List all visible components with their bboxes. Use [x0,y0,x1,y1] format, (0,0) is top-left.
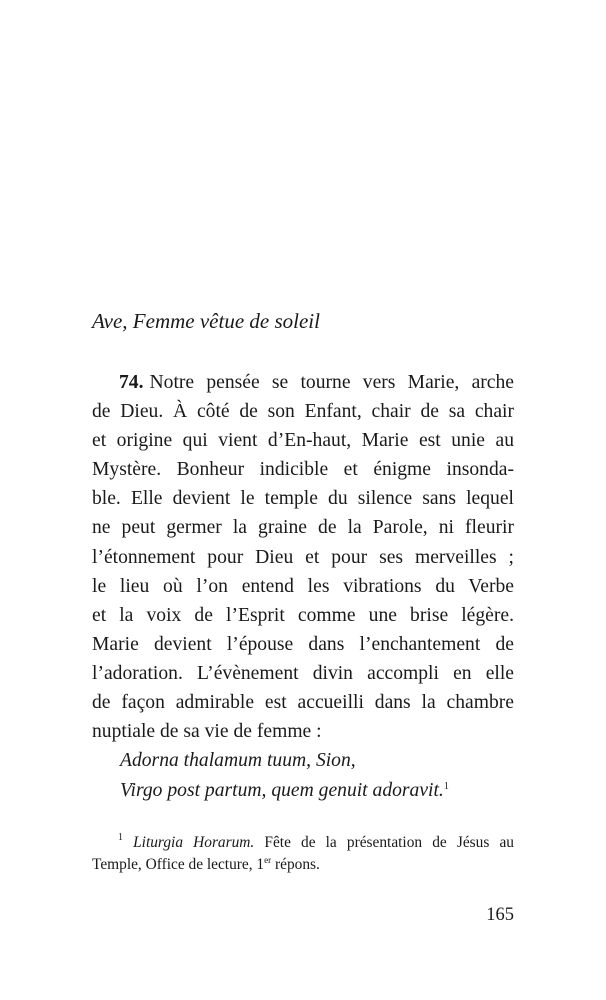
footnote-source-title: Liturgia Horarum. [133,834,255,851]
paragraph-line: ble. Elle devient le temple du silence sans lequel [92,488,514,510]
section-title: Ave, Femme vêtue de soleil [92,309,320,333]
paragraph-line: l’étonnement pour Dieu et pour ses merveilles ; [92,546,514,568]
paragraph-line: nuptiale de sa vie de femme : [92,721,322,743]
footnote-marker: 1 [118,832,123,843]
paragraph-line: et la voix de l’Esprit comme une brise légère. [92,604,514,626]
paragraph-line: ne peut germer la graine de la Parole, ni fleurir [92,517,514,539]
footnote-text: Fête de la présentation de Jésus au [264,834,514,851]
latin-verse [120,746,449,806]
paragraph-line: et origine qui vient d’En-haut, Marie est unie au [92,430,514,452]
paragraph-line: de façon admirable est accueilli dans la chambre [92,692,514,714]
page-number: 165 [486,905,514,925]
paragraph-line: l’adoration. L’évènement divin accompli en elle [92,662,514,684]
footnote [92,832,514,876]
paragraph-line: de Dieu. À côté de son Enfant, chair de sa chair [92,401,514,423]
footnote-line-2 [92,854,514,876]
footnote-text: répons. [271,856,320,873]
verse-line-2-text: Virgo post partum, quem genuit adoravit. [120,780,444,801]
paragraph-line: le lieu où l’on entend les vibrations du Verbe [92,575,514,597]
paragraph-line-text: Notre pensée se tourne vers Marie, arche [149,372,514,393]
footnote-ordinal: er [264,855,272,865]
paragraph-74 [92,368,514,746]
footnote-reference[interactable]: 1 [443,781,449,792]
paragraph-line: Marie devient l’épouse dans l’enchantement de [92,633,514,655]
verse-line-1: Adorna thalamum tuum, Sion, [120,750,356,771]
footnote-line-1 [92,832,514,854]
paragraph-number: 74. [119,372,144,393]
footnote-text: Temple, Office de lecture, 1 [92,856,265,873]
verse-line-2 [120,776,449,806]
paragraph-line: Mystère. Bonheur indicible et énigme insonda- [92,459,514,481]
paragraph-line [92,368,514,397]
